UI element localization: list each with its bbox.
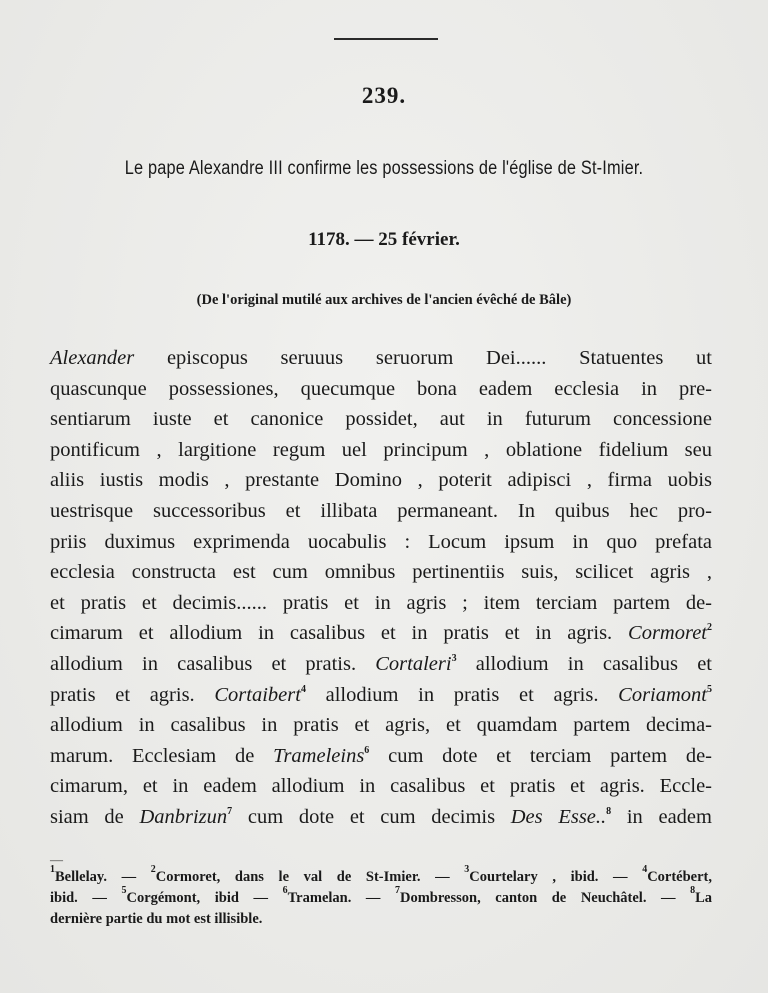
body-line: [50, 649, 712, 680]
text-run: cum dote et cum decimis: [232, 805, 511, 828]
place-name: Cortaibert: [214, 683, 301, 706]
text-run: quascunque possessiones, quecumque bona eadem ecclesia in pre-: [50, 377, 712, 400]
text-run: Courtelary , ibid. —: [469, 869, 643, 885]
footnote-marker: 5: [121, 885, 127, 896]
text-run: episcopus seruuus seruorum Dei...... Statuentes ut: [134, 347, 712, 369]
place-name: Trameleins: [273, 744, 365, 767]
text-run: dernière partie du mot est illisible.: [50, 911, 263, 927]
text-run: Dombresson, canton de Neuchâtel. —: [400, 890, 691, 906]
footnote-marker: 6: [364, 744, 370, 756]
text-run: uestrisque successoribus et illibata permaneant. In quibus hec pro-: [50, 499, 712, 522]
text-run: marum. Ecclesiam de: [50, 744, 274, 767]
place-name: Coriamont: [618, 683, 707, 706]
footnote-marker: 4: [300, 683, 306, 695]
footnote-marker: 4: [642, 864, 648, 875]
body-line: [50, 680, 712, 711]
footnote-marker: 6: [282, 885, 288, 896]
charter-title: Le pape Alexandre III confirme les possessions de l'église de St-Imier.: [124, 158, 644, 179]
body-line: [50, 710, 712, 741]
footnote-line: [50, 909, 712, 930]
text-run: priis duximus exprimenda uocabulis : Locum ipsum in quo prefata: [50, 530, 712, 553]
footnote-marker: 2: [150, 864, 156, 875]
body-line: [50, 496, 712, 527]
body-line: [50, 343, 712, 374]
footnote-marker: 5: [707, 683, 712, 695]
text-run: ecclesia constructa est cum omnibus pertinentiis suis, scilicet agris ,: [50, 561, 712, 584]
charter-source: (De l'original mutilé aux archives de l'ancien évêché de Bâle): [196, 292, 572, 308]
place-name: Cortaleri: [375, 652, 452, 675]
footnote-marker: 7: [395, 885, 400, 896]
footnote-marker: 3: [451, 652, 457, 664]
text-run: ibid. —: [50, 890, 122, 906]
text-run: pratis et agris.: [50, 683, 215, 706]
text-run: sentiarum iuste et canonice possidet, aut in futurum concessione: [50, 408, 712, 431]
body-line: [50, 465, 712, 496]
footnote-marker: 3: [464, 864, 470, 875]
body-line: [50, 741, 712, 772]
body-line: [50, 374, 712, 405]
text-run: cimarum, et in eadem allodium in casalibus et pratis et agris. Eccle-: [50, 775, 712, 798]
footnote-marker: 1: [50, 864, 55, 875]
body-line: [50, 771, 712, 802]
body-line: [50, 404, 712, 435]
text-run: aliis iustis modis , prestante Domino , poterit adipisci , firma uobis: [50, 469, 712, 492]
footnote-marker: 7: [227, 805, 233, 817]
body-line: [50, 588, 712, 619]
text-run: pontificum , largitione regum uel principum , oblatione fidelium seu: [50, 438, 712, 461]
charter-body: [50, 343, 712, 833]
text-run: Tramelan. —: [287, 890, 395, 906]
body-line: [50, 557, 712, 588]
footnotes: [50, 864, 713, 930]
footnote-marker: 2: [707, 622, 712, 634]
charter-date: 1178. — 25 février.: [308, 229, 460, 250]
place-name: Danbrizun: [139, 805, 228, 828]
charter-number: 239.: [361, 83, 407, 108]
place-name: Alexander: [50, 347, 135, 369]
text-run: cimarum et allodium in casalibus et in pratis et in agris.: [50, 622, 629, 645]
text-run: Bellelay. —: [55, 869, 151, 885]
body-line: [50, 435, 712, 466]
text-run: allodium in casalibus in pratis et agris, et quamdam partem decima-: [50, 714, 712, 737]
place-name: Cormoret: [628, 622, 707, 645]
text-run: cum dote et terciam partem de-: [369, 744, 713, 767]
body-line: [50, 618, 712, 649]
text-run: allodium in casalibus et pratis.: [50, 652, 376, 675]
top-rule: [334, 38, 438, 40]
text-run: Cortébert,: [647, 869, 712, 885]
text-run: in eadem: [611, 805, 712, 828]
footnote-separator: —: [50, 852, 63, 867]
place-name: Des Esse..: [510, 805, 607, 828]
text-run: et pratis et decimis...... pratis et in agris ; item terciam partem de-: [50, 591, 712, 614]
text-run: La: [695, 890, 713, 906]
text-run: allodium in pratis et agris.: [305, 683, 619, 706]
text-run: Corgémont, ibid —: [126, 890, 283, 906]
footnote-line: [50, 885, 713, 909]
body-line: [50, 527, 712, 558]
body-line: [50, 802, 712, 833]
text-run: siam de: [50, 805, 140, 828]
text-run: Cormoret, dans le val de St-Imier. —: [155, 869, 465, 885]
footnote-line: [50, 864, 712, 888]
text-run: allodium in casalibus et: [456, 652, 712, 675]
footnote-marker: 8: [606, 805, 612, 817]
footnote-marker: 8: [690, 885, 696, 896]
